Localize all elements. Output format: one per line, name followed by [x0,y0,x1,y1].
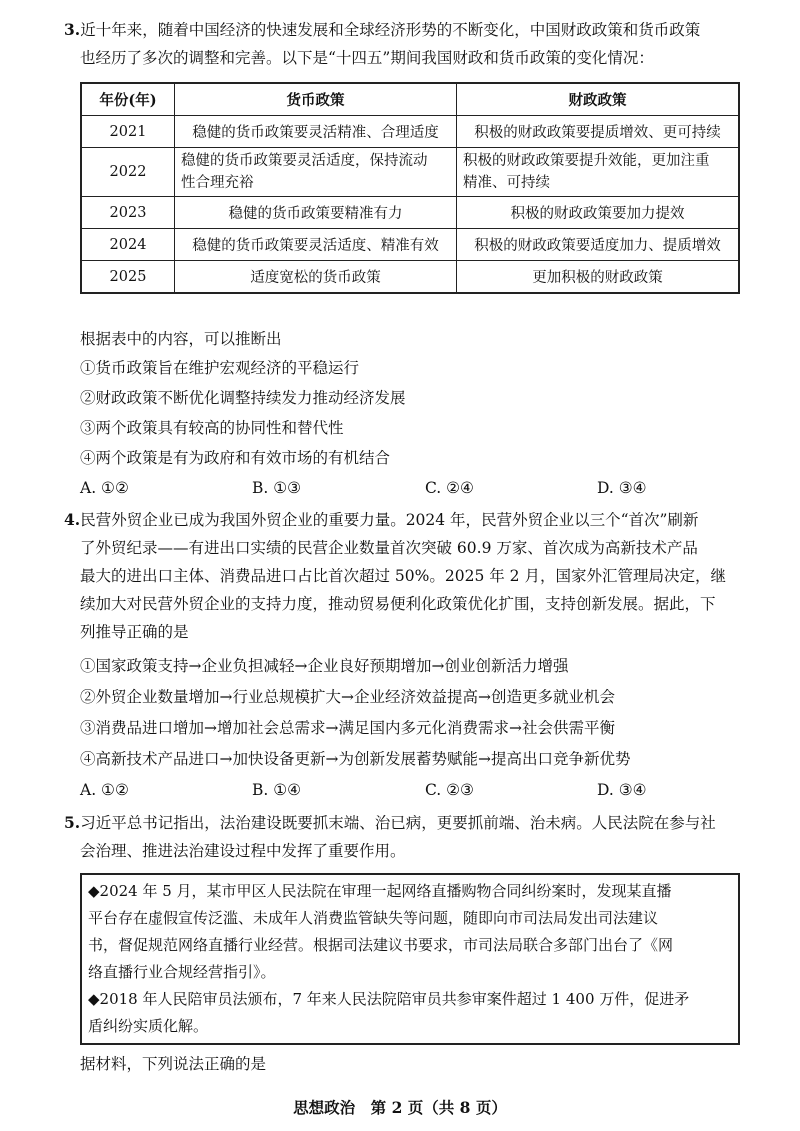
q4-number: 4. [64,510,81,529]
fiscal-cell: 积极的财政政策要提升效能，更加注重 精准、可持续 [456,148,739,197]
q4-option-b[interactable]: B. ①④ [252,781,302,799]
q4-statement-1: ①国家政策支持→企业负担减轻→企业良好预期增加→创业创新活力增强 [80,657,569,675]
monetary-cell: 稳健的货币政策要灵活精准、合理适度 [175,116,457,148]
year-cell: 2025 [81,261,175,294]
header-monetary: 货币政策 [175,83,457,116]
material-line-3: 书，督促规范网络直播行业经营。根据司法建议书要求，市司法局联合多部门出台了《网 [88,936,674,954]
q3-stem-line-1: 3.近十年来，随着中国经济的快速发展和全球经济形势的不断变化，中国财政政策和货币政策 [64,20,701,39]
fiscal-cell: 积极的财政政策要适度加力、提质增效 [456,229,739,261]
q3-statement-3: ③两个政策具有较高的协同性和替代性 [80,419,344,437]
table-row [81,116,739,148]
material-line-2: 平台存在虚假宣传泛滥、未成年人消费监管缺失等问题，随即向市司法局发出司法建议 [88,909,659,927]
q3-option-a[interactable]: A. ①② [80,479,129,497]
monetary-cell: 稳健的货币政策要灵活适度、精准有效 [175,229,457,261]
fiscal-cell: 更加积极的财政政策 [456,261,739,294]
q3-option-c[interactable]: C. ②④ [425,479,474,497]
q3-prompt: 根据表中的内容，可以推断出 [80,330,282,348]
policy-table [80,82,740,294]
q4-statement-3: ③消费品进口增加→增加社会总需求→满足国内多元化消费需求→社会供需平衡 [80,719,615,737]
header-fiscal: 财政政策 [456,83,739,116]
q4-stem-line-5: 列推导正确的是 [80,623,189,641]
fiscal-cell: 积极的财政政策要提质增效、更可持续 [456,116,739,148]
q4-stem-line-4: 续加大对民营外贸企业的支持力度，推动贸易便利化政策优化扩围，支持创新发展。据此，下 [80,595,716,613]
monetary-cell: 稳健的货币政策要灵活适度，保持流动 性合理充裕 [175,148,457,197]
year-cell: 2023 [81,197,175,229]
q4-statement-2: ②外贸企业数量增加→行业总规模扩大→企业经济效益提高→创造更多就业机会 [80,688,615,706]
table-row [81,261,739,294]
q3-statement-4: ④两个政策是有为政府和有效市场的有机结合 [80,449,391,467]
q3-statement-2: ②财政政策不断优化调整持续发力推动经济发展 [80,389,406,407]
q4-option-d[interactable]: D. ③④ [597,781,647,799]
page-footer: 思想政治 第 2 页（共 8 页） [293,1098,507,1117]
q5-prompt: 据材料，下列说法正确的是 [80,1055,267,1073]
q5-number: 5. [64,813,81,832]
q5-stem-line-1: 5.习近平总书记指出，法治建设既要抓末端、治已病，更要抓前端、治未病。人民法院在参与社 [64,813,716,832]
q3-number: 3. [64,20,81,39]
q4-statement-4: ④高新技术产品进口→加快设备更新→为创新发展蓄势赋能→提高出口竞争新优势 [80,750,631,768]
material-line-4: 络直播行业合规经营指引》。 [88,963,276,981]
q4-option-a[interactable]: A. ①② [80,781,129,799]
year-cell: 2021 [81,116,175,148]
header-year: 年份(年) [81,83,175,116]
table-header-row [81,83,739,116]
table-row [81,197,739,229]
monetary-cell: 适度宽松的货币政策 [175,261,457,294]
q5-stem-line-2: 会治理、推进法治建设过程中发挥了重要作用。 [80,842,406,860]
table-row [81,148,739,197]
monetary-cell: 稳健的货币政策要精准有力 [175,197,457,229]
q4-stem-line-1: 4.民营外贸企业已成为我国外贸企业的重要力量。2024 年，民营外贸企业以三个“首次”刷新 [64,510,699,529]
q3-stem-line-2: 也经历了多次的调整和完善。以下是“十四五”期间我国财政和货币政策的变化情况： [80,49,654,67]
q4-stem-line-3: 最大的进出口主体、消费品进口占比首次超过 50%。2025 年 2 月，国家外汇管理局决定，继 [80,567,726,585]
q3-option-b[interactable]: B. ①③ [252,479,302,497]
fiscal-cell: 积极的财政政策要加力提效 [456,197,739,229]
q4-option-c[interactable]: C. ②③ [425,781,474,799]
material-line-1: ◆2024 年 5 月，某市甲区人民法院在审理一起网络直播购物合同纠纷案时，发现某直播 [88,882,672,900]
q4-stem-line-2: 了外贸纪录——有进出口实绩的民营企业数量首次突破 60.9 万家、首次成为高新技术产品 [80,539,698,557]
year-cell: 2024 [81,229,175,261]
material-box [80,873,740,1045]
q3-statement-1: ①货币政策旨在维护宏观经济的平稳运行 [80,359,360,377]
table-row [81,229,739,261]
material-line-5: ◆2018 年人民陪审员法颁布，7 年来人民法院陪审员共参审案件超过 1 400 万件，促进矛 [88,990,690,1008]
material-line-6: 盾纠纷实质化解。 [88,1017,209,1035]
year-cell: 2022 [81,148,175,197]
q3-option-d[interactable]: D. ③④ [597,479,647,497]
